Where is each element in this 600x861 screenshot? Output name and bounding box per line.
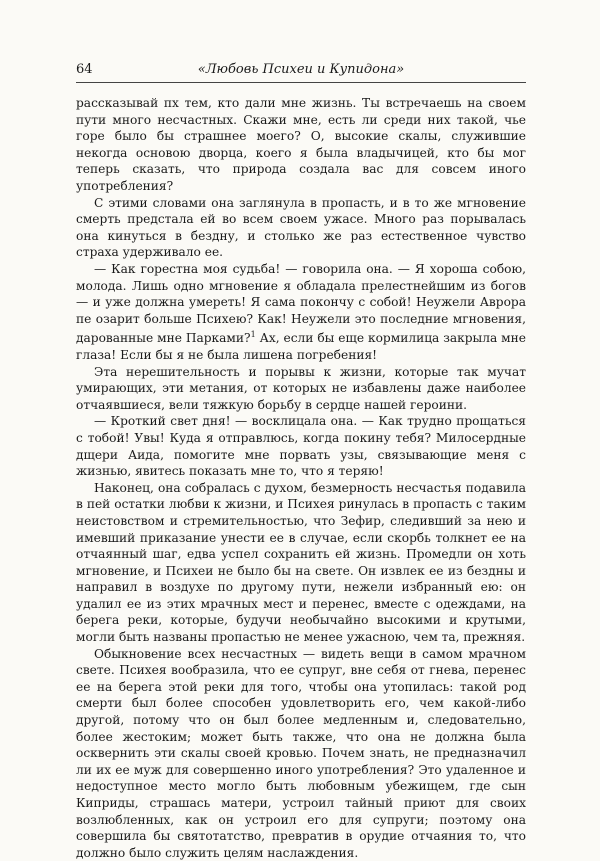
paragraph bbox=[76, 261, 526, 364]
paragraph: рассказывай пх тем, кто дали мне жизнь. Ты встречаешь на своем пути много несчастных. Скажи мне, есть ли среди них такой, чье горе было бы страшнее моего? О, высокие скалы, служившие некогда основою дворца, коего я была владычицей, кто бы мог теперь сказать, что природа создала вас для совсем иного употребления? bbox=[76, 96, 526, 193]
paragraph: С этими словами она заглянула в пропасть, и в то же мгновение смерть предстала ей во всем своем ужасе. Много раз порывалась она кинуться в бездну, и столько же раз естественное чувство страха удерживало ее. bbox=[76, 195, 526, 260]
paragraph: Наконец, она собралась с духом, безмерность несчастья подавила в пей остатки любви к жизни, и Психея ринулась в пропасть с таким неистовством и стремительностью, что Зефир, следивший за нею и имевший приказание унести ее в случае, если скорбь толкнет ее на отчаянный шаг, едва успел сохранить ей жизнь. Промедли он хоть мгновение, и Психеи не было бы на свете. Он извлек ее из бездны и направил в воздухе по другому пути, нежели избранный ею: он удалил ее из этих мрачных мест и перенес, вместе с одеждами, на берега реки, которые, будучи необычайно высокими и крутыми, могли быть названы пропастью не менее ужасною, чем та, прежняя. bbox=[76, 480, 526, 645]
paragraph: Эта нерешительность и порывы к жизни, которые так мучат умирающих, эти метания, от которых не избавлены даже наиболее отчаявшиеся, вели тяжкую борьбу в сердце нашей героини. bbox=[76, 364, 526, 412]
page-number: 64 bbox=[76, 62, 93, 77]
paragraph: Обыкновение всех несчастных — видеть вещи в самом мрачном свете. Психея вообразила, что ее супруг, вне себя от гнева, перенес ее на берега этой реки для того, чтобы она утопилась: такой род смерти был более способен удовлетворить его, чем какой-либо другой, потому что он был более медленным и, следовательно, более жестоким; может быть также, что она не должна была осквернить эти скалы своей кровью. Почем знать, не предназначил ли их ее муж для совершенно иного употребления? Это удаленное и недоступное место могло быть любовным убежищем, где сын Киприды, страшась матери, устроил тайный приют для своих возлюбленных, как он устроил его для супруги; поэтому она совершила бы святотатство, превратив в орудие отчаяния то, что должно было служить целям наслаждения. bbox=[76, 646, 526, 860]
body-text bbox=[76, 95, 526, 861]
header-rule bbox=[76, 82, 526, 83]
paragraph: — Кроткий свет дня! — восклицала она. — Как трудно прощаться с тобой! Увы! Куда я отправлюсь, когда покину тебя? Милосердные дщери Аида, помогите мне порвать узы, связывающие меня с жизнью, явитесь показать мне то, что я теряю! bbox=[76, 414, 526, 479]
paragraph-text-continued: Ах, если бы еще кормилица закрыла мне глаза! Если бы я не была лишена погребения! bbox=[76, 331, 527, 362]
running-title: «Любовь Психеи и Купидона» bbox=[197, 62, 405, 77]
footnote-mark: 1 bbox=[250, 330, 256, 340]
paragraph-text: — Как горестна моя судьба! — говорила она. — Я хороша собою, молода. Лишь одно мгновение я обладала прелестнейшим из богов — и уже должна умереть! Я сама покончу с собой! Неужели Аврора пе озарит больше Психею? Как! Неужели это последние мгновения, дарованные мне Парками? bbox=[76, 261, 526, 346]
